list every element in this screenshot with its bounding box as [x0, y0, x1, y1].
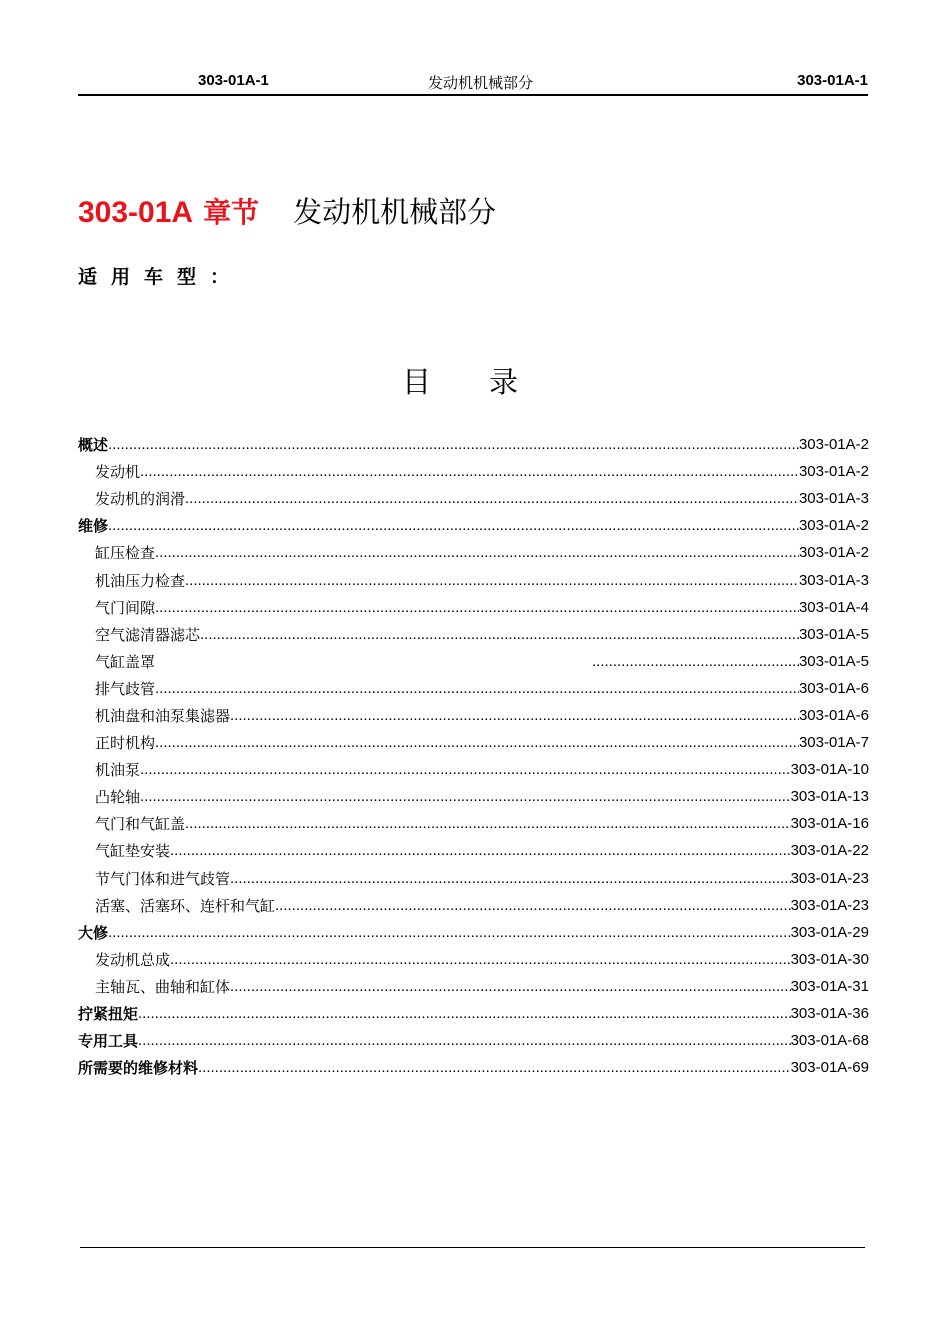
toc-entry-label: 维修	[78, 517, 109, 536]
toc-leader-dots	[140, 761, 791, 778]
toc-entry-page: 303-01A-2	[798, 544, 869, 562]
toc-entry-label: 概述	[78, 436, 109, 455]
toc-entry[interactable]	[78, 621, 869, 648]
toc-entry[interactable]	[78, 783, 869, 810]
toc-leader-dots	[108, 436, 799, 453]
toc-entry-label: 正时机构	[95, 734, 156, 753]
toc-entry[interactable]	[78, 919, 869, 946]
chapter-title: 发动机机械部分	[293, 195, 497, 229]
toc-entry[interactable]	[78, 729, 869, 756]
toc-entry[interactable]	[78, 485, 869, 512]
toc-entry-label: 缸压检查	[95, 544, 156, 563]
toc-entry-page: 303-01A-4	[798, 598, 869, 616]
toc-leader-dots	[230, 978, 791, 995]
toc-entry-label: 发动机的润滑	[95, 490, 186, 509]
toc-leader-dots	[230, 707, 799, 724]
toc-leader-dots	[170, 951, 791, 968]
toc-leader-dots	[155, 599, 799, 616]
toc-entry[interactable]	[78, 702, 869, 729]
toc-leader-dots	[198, 1059, 791, 1076]
toc-entry-label: 发动机总成	[95, 950, 171, 969]
toc-entry-label: 气缸盖罩	[95, 652, 156, 671]
chapter-heading	[78, 190, 496, 231]
toc-title: 目录	[401, 365, 576, 399]
toc-entry-label: 节气门体和进气歧管	[95, 869, 231, 888]
toc-entry-page: 303-01A-7	[798, 734, 869, 752]
toc-entry[interactable]	[78, 539, 869, 566]
toc-entry-page: 303-01A-3	[798, 571, 869, 589]
toc-leader-dots	[108, 517, 799, 534]
toc-entry-label: 气门和气缸盖	[95, 815, 186, 834]
toc-entry-page: 303-01A-13	[790, 788, 869, 806]
toc-leader-dots	[140, 788, 791, 805]
toc-entry[interactable]	[78, 431, 869, 458]
toc-leader-dots	[200, 626, 799, 643]
toc-leader-dots	[170, 842, 791, 859]
toc-entry-label: 气门间隙	[95, 598, 156, 617]
toc-entry[interactable]	[78, 594, 869, 621]
toc-entry-label: 空气滤清器滤芯	[95, 625, 201, 644]
header-title: 发动机机械部分	[428, 74, 534, 92]
toc-entry-page: 303-01A-2	[798, 463, 869, 481]
toc-entry-label: 大修	[78, 923, 109, 942]
toc-entry-label: 专用工具	[78, 1032, 139, 1051]
chapter-word: 章节	[203, 196, 260, 229]
toc-entry[interactable]	[78, 892, 869, 919]
toc-entry[interactable]	[78, 756, 869, 783]
toc-entry-page: 303-01A-5	[798, 625, 869, 643]
toc-entry-page: 303-01A-69	[790, 1059, 869, 1077]
toc-entry-page: 303-01A-16	[790, 815, 869, 833]
toc-entry[interactable]	[78, 1054, 869, 1081]
toc-entry[interactable]	[78, 566, 869, 593]
toc-entry-page: 303-01A-2	[798, 436, 869, 454]
toc-entry-label: 所需要的维修材料	[78, 1059, 199, 1078]
toc-entry-page: 303-01A-23	[790, 896, 869, 914]
toc-leader-dots	[140, 463, 799, 480]
toc-leader-dots	[592, 653, 799, 670]
toc-entry[interactable]	[78, 458, 869, 485]
toc-entry-label: 活塞、活塞环、连杆和气缸	[95, 896, 276, 915]
header-page-number-right: 303-01A-1	[797, 72, 868, 89]
toc-entry-label: 机油泵	[95, 761, 141, 780]
toc-entry-page: 303-01A-23	[790, 869, 869, 887]
toc-leader-dots	[108, 924, 791, 941]
toc-entry-page: 303-01A-22	[790, 842, 869, 860]
toc-leader-dots	[155, 734, 799, 751]
toc-entry-label: 气缸垫安装	[95, 842, 171, 861]
toc-entry-page: 303-01A-30	[790, 950, 869, 968]
toc-entry[interactable]	[78, 837, 869, 864]
toc-leader-dots	[138, 1032, 791, 1049]
toc-entry[interactable]	[78, 946, 869, 973]
toc-entry-label: 拧紧扭矩	[78, 1005, 139, 1024]
page-header	[78, 70, 868, 96]
toc-leader-dots	[155, 544, 799, 561]
toc-entry-page: 303-01A-6	[798, 679, 869, 697]
toc-leader-dots	[230, 870, 791, 887]
toc-entry[interactable]	[78, 973, 869, 1000]
header-page-number-left: 303-01A-1	[198, 72, 269, 89]
toc-entry-page: 303-01A-6	[798, 706, 869, 724]
toc-entry-label: 机油压力检查	[95, 571, 186, 590]
toc-entry-page: 303-01A-5	[798, 652, 869, 670]
toc-entry-label: 机油盘和油泵集滤器	[95, 706, 231, 725]
toc-leader-dots	[138, 1005, 791, 1022]
toc-leader-dots	[185, 815, 791, 832]
toc-entry-page: 303-01A-2	[798, 517, 869, 535]
toc-entry-label: 主轴瓦、曲轴和缸体	[95, 977, 231, 996]
toc-entry-label: 发动机	[95, 463, 141, 482]
toc-entry-page: 303-01A-10	[790, 761, 869, 779]
toc-leader-dots	[185, 490, 799, 507]
toc-leader-dots	[185, 572, 799, 589]
toc-entry-page: 303-01A-31	[790, 977, 869, 995]
toc-entry-page: 303-01A-36	[790, 1005, 869, 1023]
toc-entry-label: 凸轮轴	[95, 788, 141, 807]
toc-entry-page: 303-01A-3	[798, 490, 869, 508]
toc-entry[interactable]	[78, 1027, 869, 1054]
toc-entry[interactable]	[78, 865, 869, 892]
toc-entry-label: 排气歧管	[95, 679, 156, 698]
toc-entry-page: 303-01A-29	[790, 923, 869, 941]
toc-entry[interactable]	[78, 810, 869, 837]
table-of-contents	[78, 431, 869, 1081]
applicable-models-label: 适用车型：	[78, 266, 244, 288]
toc-leader-dots	[155, 680, 799, 697]
toc-entry-page: 303-01A-68	[790, 1032, 869, 1050]
toc-entry[interactable]	[78, 512, 869, 539]
toc-entry[interactable]	[78, 648, 869, 675]
toc-leader-dots	[275, 897, 791, 914]
chapter-code: 303-01A	[78, 196, 194, 229]
toc-entry[interactable]	[78, 1000, 869, 1027]
toc-entry[interactable]	[78, 675, 869, 702]
footer-divider	[80, 1247, 865, 1248]
